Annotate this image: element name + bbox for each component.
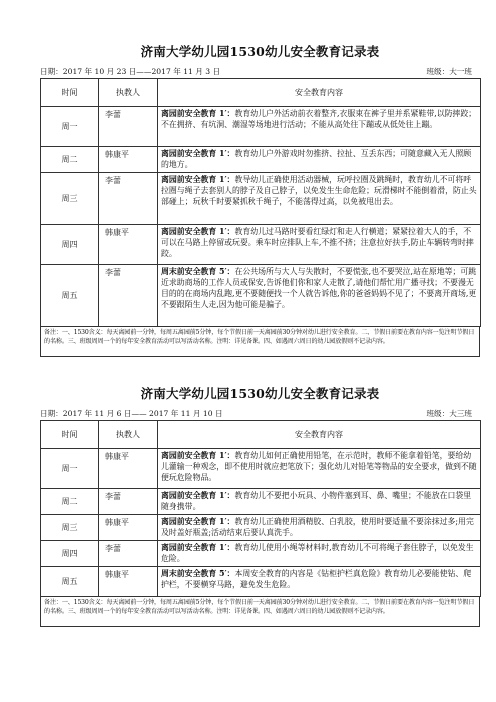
- day-cell: 周四: [41, 541, 99, 567]
- header-teacher: 执教人: [99, 421, 158, 449]
- table-header-row: [41, 421, 481, 449]
- teacher-cell: 李蕾: [99, 265, 158, 327]
- content-cell: [158, 489, 481, 515]
- teacher-cell: 韩康平: [99, 147, 158, 173]
- content-title: 离园前安全教育 1′：: [161, 517, 235, 526]
- header-teacher: 执教人: [99, 79, 158, 107]
- content-title: 离园前安全教育 1′：: [161, 149, 235, 158]
- content-cell: [158, 107, 481, 147]
- header-content: 安全教育内容: [158, 421, 481, 449]
- content-cell: [158, 147, 481, 173]
- day-cell: 周一: [41, 107, 99, 147]
- content-title: 周末前安全教育 5′：: [161, 569, 235, 578]
- table-row: [41, 225, 481, 265]
- table-row: [41, 515, 481, 541]
- date-range: 日期：2017 年 11 月 6 日—— 2017 年 11 月 10 日: [40, 409, 223, 418]
- content-body: 本周安全教育的内容是《钻柜护栏真危险》教育幼儿必要能使钻、爬护栏，不要横穿马路，避免发生危险。: [161, 569, 472, 589]
- content-title: 离园前安全教育 1′：: [161, 451, 235, 460]
- record-sheet-1: [40, 42, 480, 357]
- notes-box: 备注：一、1530含义：每天离园前一分钟，每周五离园前5分钟，每个节假日前一天离园前30分钟对幼儿进行安全教育。二、节假日前要在教育内容一览注明节假日的名称。三、班级周周一个的每年安全教育活动可以写活动名称。注明：详见备课。四、如遇周六周日的幼儿园放假则不记录内容。: [40, 327, 480, 357]
- content-title: 离园前安全教育 1′：: [161, 227, 235, 236]
- day-cell: 周一: [41, 449, 99, 489]
- class-name: 班级：大一班: [426, 67, 472, 76]
- day-cell: 周四: [41, 225, 99, 265]
- day-cell: 周二: [41, 489, 99, 515]
- content-body: 教育幼儿使用小绳等材料时,教育幼儿不可将绳子套住脖子，以免发生危险。: [161, 543, 474, 563]
- meta-row: [40, 66, 480, 77]
- content-title: 离园前安全教育 1′：: [161, 175, 235, 184]
- notes-box: 备注：一、1530含义：每天离园前一分钟，每周五离园前5分钟，每个节假日前一天离园前30分钟对幼儿进行安全教育。二、节假日前要在教育内容一览注明节假日的名称。三、班级周周一个的每年安全教育活动可以写活动名称。注明：详见备课。四、如遇周六周日的幼儿园放假则不记录内容。: [40, 597, 480, 627]
- content-title: 离园前安全教育 1′：: [161, 109, 235, 118]
- teacher-cell: 韩康平: [99, 449, 158, 489]
- table-row: [41, 541, 481, 567]
- day-cell: 周二: [41, 147, 99, 173]
- table-row: [41, 173, 481, 225]
- content-cell: [158, 449, 481, 489]
- day-cell: 周五: [41, 265, 99, 327]
- header-time: 时间: [41, 421, 99, 449]
- record-table: [40, 78, 481, 327]
- table-row: [41, 567, 481, 597]
- content-body: 教育幼儿户外游戏时勿推挤、拉扯、互丢东西；可随意藏入无人照顾的地方。: [161, 149, 472, 169]
- content-cell: [158, 541, 481, 567]
- teacher-cell: 李蕾: [99, 541, 158, 567]
- teacher-cell: 李蕾: [99, 489, 158, 515]
- date-range: 日期：2017 年 10 月 23 日——2017 年 11 月 3 日: [40, 67, 221, 76]
- day-cell: 周三: [41, 515, 99, 541]
- teacher-cell: 韩康平: [99, 567, 158, 597]
- content-cell: [158, 225, 481, 265]
- content-title: 离园前安全教育 1′：: [161, 543, 235, 552]
- content-cell: [158, 515, 481, 541]
- table-header-row: [41, 79, 481, 107]
- header-content: 安全教育内容: [158, 79, 481, 107]
- content-body: 教导幼儿正确使用活动器械，玩呼拉圈及跳绳时，教育幼儿不可将呼拉圈与绳子去套别人的脖子及自己脖子，以免发生生命危险；玩滑梯时不能倒着滑，防止头部碰上；玩秋千时要紧抓秋千绳子，不能荡得过高，以免被甩出去。: [161, 175, 477, 206]
- record-sheet-2: [40, 384, 480, 627]
- record-table: [40, 420, 481, 597]
- teacher-cell: 韩康平: [99, 225, 158, 265]
- content-body: 教育幼儿不要把小玩具、小物件塞到耳、鼻、嘴里；不能放在口袋里随身携带。: [161, 491, 472, 511]
- content-body: 教育幼儿正确使用酒精胶、白乳胶，使用时要适量不要涂抹过多;用完及时盖好瓶盖;活动结束后要认真洗手。: [161, 517, 474, 537]
- meta-row: [40, 408, 480, 419]
- teacher-cell: 韩康平: [99, 515, 158, 541]
- day-cell: 周三: [41, 173, 99, 225]
- content-body: 在公共场所与大人与失散时，不要慌张,也不要哭泣,站在原地等；可跳近求助商场的工作人员或保安,告诉他们你和家人走散了,请他们帮忙用广播寻找；不要漫无目的的在商场内乱跑,更不要随便找一个人就告诉他,你的爸爸妈妈不见了；不要离开商场,更不要跟陌生人走,因为他可能是骗子。: [161, 267, 477, 309]
- content-body: 教育幼儿户外活动前衣着整齐,衣服束在裤子里并系紧鞋带,以防摔跤；不在拥挤、有坑洞、潮湿等场地进行活动；不能从高处往下蹦或从低处往上蹦。: [161, 109, 477, 129]
- class-name: 班级：大三班: [426, 409, 472, 418]
- table-row: [41, 107, 481, 147]
- content-body: 教育幼儿过马路时要看红绿灯和走人行横道；紧紧拉着大人的手，不可以在马路上停留或玩耍。乘车时应排队上车,不推不挤；注意拉好扶手,防止车辆转弯时摔跤。: [161, 227, 474, 258]
- content-title: 周末前安全教育 5′：: [161, 267, 235, 276]
- header-time: 时间: [41, 79, 99, 107]
- content-cell: [158, 265, 481, 327]
- table-row: [41, 265, 481, 327]
- table-row: [41, 449, 481, 489]
- content-title: 离园前安全教育 1′：: [161, 491, 235, 500]
- table-row: [41, 147, 481, 173]
- content-body: 教育幼儿如何正确使用铅笔，在示范时，教师不能拿着铅笔，要给幼儿灌输一种观念，即不使用时就应把笔放下；强化幼儿对铅笔等物品的安全要求，做到不随便玩危险物品。: [161, 451, 477, 482]
- table-row: [41, 489, 481, 515]
- content-cell: [158, 567, 481, 597]
- sheet-title: 济南大学幼儿园1530幼儿安全教育记录表: [140, 386, 380, 401]
- teacher-cell: 李蕾: [99, 173, 158, 225]
- sheet-title: 济南大学幼儿园1530幼儿安全教育记录表: [140, 44, 380, 59]
- day-cell: 周五: [41, 567, 99, 597]
- content-cell: [158, 173, 481, 225]
- teacher-cell: 李蕾: [99, 107, 158, 147]
